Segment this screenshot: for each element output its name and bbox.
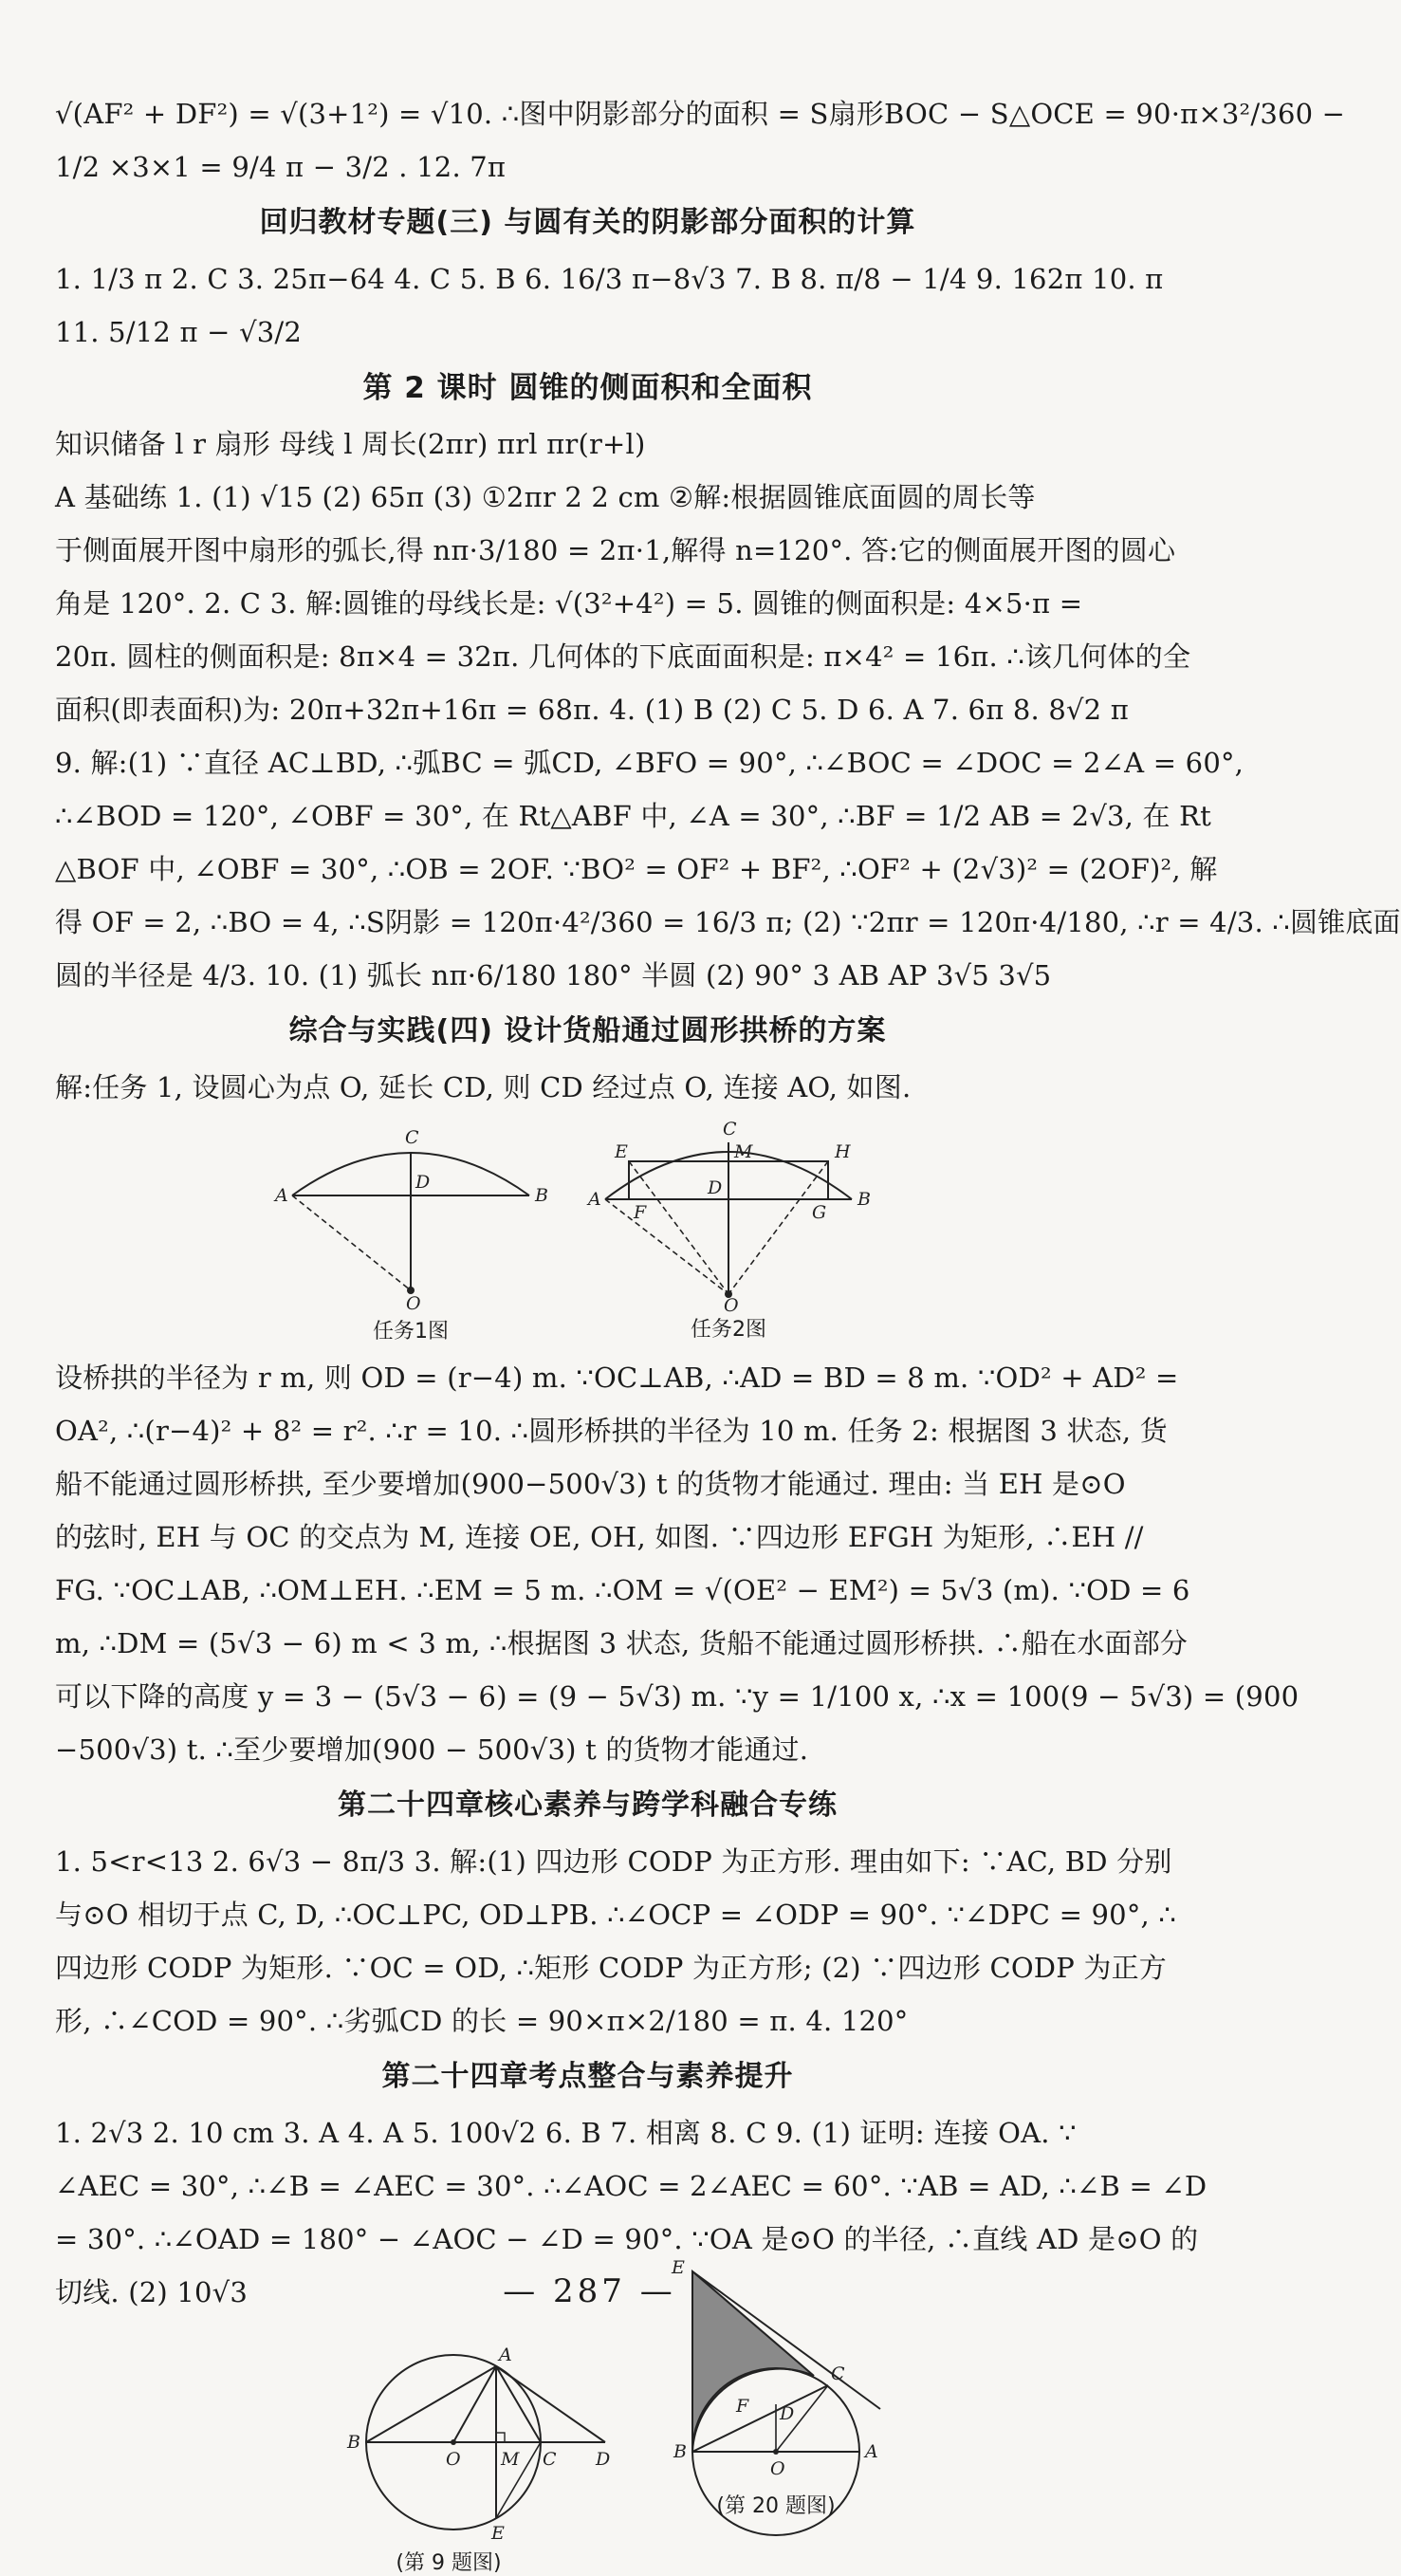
text-line: 知识储备 l r 扇形 母线 l 周长(2πr) πrl πr(r+l) bbox=[55, 428, 646, 460]
label-M: M bbox=[734, 1141, 753, 1162]
text-line: 9. 解:(1) ∵直径 AC⊥BD, ∴弧BC = 弧CD, ∠BFO = 90°, ∴∠BOC = ∠DOC = 2∠A = 60°, bbox=[55, 747, 1244, 779]
label-B: B bbox=[347, 2432, 360, 2453]
text-line: △BOF 中, ∠OBF = 30°, ∴OB = 2OF. ∵BO² = OF² + BF², ∴OF² + (2√3)² = (2OF)², 解 bbox=[55, 853, 1218, 885]
label-A: A bbox=[865, 2441, 878, 2462]
label-D: D bbox=[708, 1177, 723, 1198]
text-line: 11. 5/12 π − √3/2 bbox=[55, 316, 303, 348]
q9-caption: (第 9 题图) bbox=[396, 2551, 502, 2575]
text-line: OA², ∴(r−4)² + 8² = r². ∴r = 10. ∴圆形桥拱的半径为 10 m. 任务 2: 根据图 3 状态, 货 bbox=[55, 1415, 1168, 1447]
label-C: C bbox=[723, 1119, 737, 1140]
core-title: 第二十四章核心素养与跨学科融合专练 bbox=[338, 1788, 838, 1822]
label-C: C bbox=[543, 2449, 557, 2470]
q9-diagram bbox=[340, 2328, 615, 2547]
label-C: C bbox=[831, 2363, 845, 2384]
label-E: E bbox=[615, 1141, 628, 1162]
label-B: B bbox=[857, 1189, 871, 1210]
task2-caption: 任务2图 bbox=[691, 1318, 766, 1342]
q20-caption: (第 20 题图) bbox=[716, 2494, 836, 2518]
lesson-answers bbox=[55, 417, 1401, 1002]
task2-diagram bbox=[586, 1114, 871, 1316]
label-F: F bbox=[634, 1202, 647, 1223]
label-O: O bbox=[446, 2449, 461, 2470]
label-O: O bbox=[406, 1293, 421, 1314]
practice-intro: 解:任务 1, 设圆心为点 O, 延长 CD, 则 CD 经过点 O, 连接 AO, 如图. bbox=[55, 1071, 912, 1103]
q9-figure bbox=[340, 2328, 615, 2576]
practice-title: 综合与实践(四) 设计货船通过圆形拱桥的方案 bbox=[288, 1014, 887, 1047]
text-line: FG. ∵OC⊥AB, ∴OM⊥EH. ∴EM = 5 m. ∴OM = √(OE² − EM²) = 5√3 (m). ∵OD = 6 bbox=[55, 1574, 1190, 1606]
text-line: 角是 120°. 2. C 3. 解:圆锥的母线长是: √(3²+4²) = 5. 圆锥的侧面积是: 4×5·π = bbox=[55, 587, 1083, 620]
text-line: 20π. 圆柱的侧面积是: 8π×4 = 32π. 几何体的下底面面积是: π×4² = 16π. ∴该几何体的全 bbox=[55, 640, 1191, 673]
label-E: E bbox=[672, 2257, 685, 2278]
label-O: O bbox=[724, 1295, 739, 1316]
label-B: B bbox=[673, 2441, 687, 2462]
text-line: ∴∠BOD = 120°, ∠OBF = 30°, 在 Rt△ABF 中, ∠A = 30°, ∴BF = 1/2 AB = 2√3, 在 Rt bbox=[55, 800, 1212, 832]
task1-caption: 任务1图 bbox=[373, 1320, 449, 1344]
label-D: D bbox=[596, 2449, 611, 2470]
practice-answers bbox=[55, 1351, 1300, 1776]
label-B: B bbox=[535, 1185, 548, 1206]
special-topic-answers bbox=[55, 252, 1164, 359]
text-line: m, ∴DM = (5√3 − 6) m < 3 m, ∴根据图 3 状态, 货船不能通过圆形桥拱. ∴船在水面部分 bbox=[55, 1627, 1189, 1659]
text-line: 1. 1/3 π 2. C 3. 25π−64 4. C 5. B 6. 16/3 π−8√3 7. B 8. π/8 − 1/4 9. 162π 10. π bbox=[55, 263, 1164, 295]
text-line: −500√3) t. ∴至少要增加(900 − 500√3) t 的货物才能通过. bbox=[55, 1733, 809, 1766]
review-title: 第二十四章考点整合与素养提升 bbox=[381, 2060, 794, 2093]
lesson-title: 第 2 课时 圆锥的侧面积和全面积 bbox=[362, 371, 813, 405]
label-A: A bbox=[588, 1189, 601, 1210]
label-D: D bbox=[780, 2403, 795, 2424]
label-F: F bbox=[736, 2396, 749, 2417]
text-line: √(AF² + DF²) = √(3+1²) = √10. ∴图中阴影部分的面积 = S扇形BOC − S△OCE = 90·π×3²/360 − bbox=[55, 98, 1346, 130]
text-line: A 基础练 1. (1) √15 (2) 65π (3) ①2πr 2 2 cm ②解:根据圆锥底面圆的周长等 bbox=[55, 481, 1036, 513]
core-answers bbox=[55, 1835, 1177, 2048]
label-M: M bbox=[501, 2449, 520, 2470]
text-line: = 30°. ∴∠OAD = 180° − ∠AOC − ∠D = 90°. ∵OA 是⊙O 的半径, ∴直线 AD 是⊙O 的 bbox=[55, 2223, 1199, 2255]
text-line: 切线. (2) 10√3 bbox=[55, 2276, 248, 2308]
text-line: ∠AEC = 30°, ∴∠B = ∠AEC = 30°. ∴∠AOC = 2∠AEC = 60°. ∵AB = AD, ∴∠B = ∠D bbox=[55, 2170, 1207, 2202]
text-line: 设桥拱的半径为 r m, 则 OD = (r−4) m. ∵OC⊥AB, ∴AD = BD = 8 m. ∵OD² + AD² = bbox=[55, 1362, 1179, 1394]
task1-figure bbox=[273, 1120, 548, 1344]
special-topic-title: 回归教材专题(三) 与圆有关的阴影部分面积的计算 bbox=[259, 206, 916, 239]
label-C: C bbox=[405, 1127, 419, 1148]
label-O: O bbox=[770, 2458, 785, 2479]
label-E: E bbox=[491, 2523, 505, 2544]
text-line: 的弦时, EH 与 OC 的交点为 M, 连接 OE, OH, 如图. ∵四边形 EFGH 为矩形, ∴EH // bbox=[55, 1521, 1144, 1553]
text-line: 于侧面展开图中扇形的弧长,得 nπ·3/180 = 2π·1,解得 n=120°. 答:它的侧面展开图的圆心 bbox=[55, 534, 1176, 566]
label-A: A bbox=[499, 2344, 512, 2365]
label-A: A bbox=[275, 1185, 288, 1206]
task1-diagram bbox=[273, 1120, 548, 1314]
text-line: 船不能通过圆形桥拱, 至少要增加(900−500√3) t 的货物才能通过. 理由: 当 EH 是⊙O bbox=[55, 1468, 1126, 1500]
text-line: 圆的半径是 4/3. 10. (1) 弧长 nπ·6/180 180° 半圆 (2) 90° 3 AB AP 3√5 3√5 bbox=[55, 959, 1052, 991]
text-line: 形, ∴∠COD = 90°. ∴劣弧CD 的长 = 90×π×2/180 = π. 4. 120° bbox=[55, 2005, 909, 2037]
label-G: G bbox=[812, 1202, 827, 1223]
label-D: D bbox=[415, 1172, 431, 1193]
text-line: 1/2 ×3×1 = 9/4 π − 3/2 . 12. 7π bbox=[55, 151, 507, 183]
text-line: 与⊙O 相切于点 C, D, ∴OC⊥PC, OD⊥PB. ∴∠OCP = ∠ODP = 90°. ∵∠DPC = 90°, ∴ bbox=[55, 1899, 1177, 1931]
text-line: 1. 2√3 2. 10 cm 3. A 4. A 5. 100√2 6. B 7. 相离 8. C 9. (1) 证明: 连接 OA. ∵ bbox=[55, 2117, 1077, 2149]
task2-figure bbox=[586, 1114, 871, 1343]
text-line: 得 OF = 2, ∴BO = 4, ∴S阴影 = 120π·4²/360 = 16/3 π; (2) ∵2πr = 120π·4/180, ∴r = 4/3. ∴圆锥底面 bbox=[55, 906, 1401, 938]
text-line: 四边形 CODP 为矩形. ∵OC = OD, ∴矩形 CODP 为正方形; (2) ∵四边形 CODP 为正方 bbox=[55, 1952, 1167, 1984]
text-line: 面积(即表面积)为: 20π+32π+16π = 68π. 4. (1) B (2) C 5. D 6. A 7. 6π 8. 8√2 π bbox=[55, 694, 1130, 726]
label-H: H bbox=[835, 1141, 851, 1162]
text-line: 1. 5<r<13 2. 6√3 − 8π/3 3. 解:(1) 四边形 CODP 为正方形. 理由如下: ∵AC, BD 分别 bbox=[55, 1845, 1172, 1878]
top-continuation bbox=[55, 87, 1346, 194]
page-number: — 287 — bbox=[503, 2272, 676, 2310]
text-line: 可以下降的高度 y = 3 − (5√3 − 6) = (9 − 5√3) m. ∵y = 1/100 x, ∴x = 100(9 − 5√3) = (900 bbox=[55, 1680, 1300, 1713]
